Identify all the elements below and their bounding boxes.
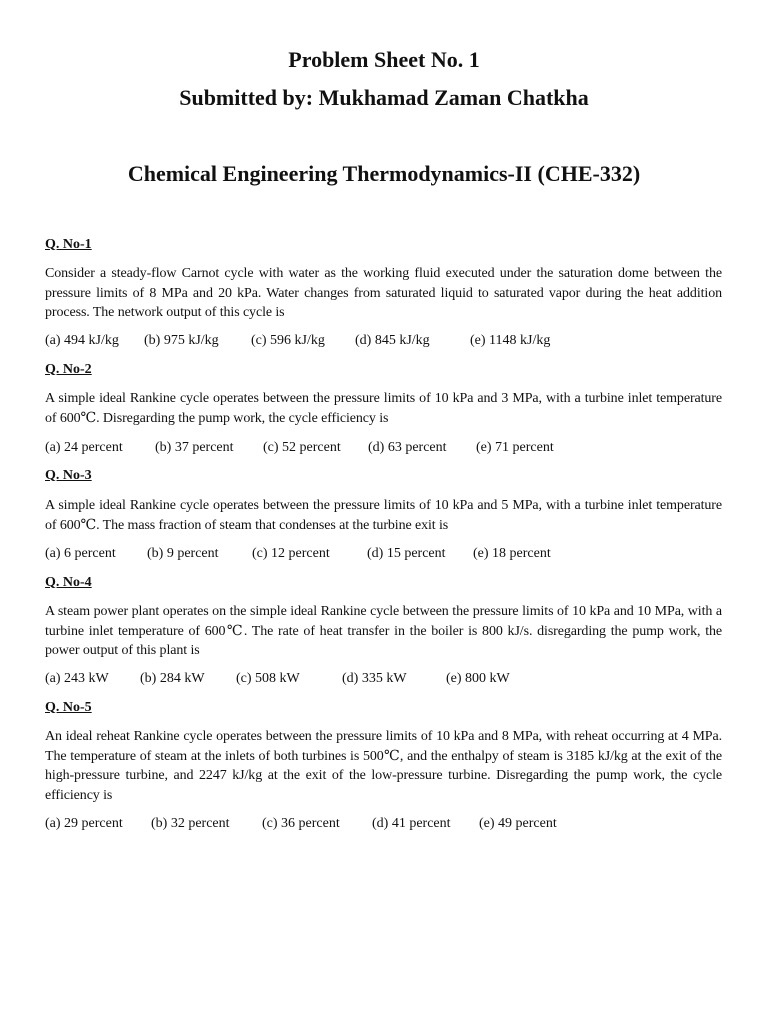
submitted-by: Submitted by: Mukhamad Zaman Chatkha xyxy=(179,85,589,110)
question-1-text: Consider a steady-flow Carnot cycle with water as the working fluid executed under the saturation dome between the pressure limits of 8 MPa and 20 kPa. Water changes from saturated liquid to saturated vapor during the heat addition process. The network output of this cycle is xyxy=(45,266,722,320)
question-5-option-d: (d) 41 percent xyxy=(372,816,451,831)
question-5-option-e: (e) 49 percent xyxy=(479,816,557,831)
question-1-option-a: (a) 494 kJ/kg xyxy=(45,333,119,348)
question-2-option-b: (b) 37 percent xyxy=(155,440,234,455)
question-4-label: Q. No-4 xyxy=(45,575,92,590)
question-4-option-c: (c) 508 kW xyxy=(236,671,300,686)
question-2-text: A simple ideal Rankine cycle operates between the pressure limits of 10 kPa and 3 MPa, with a turbine inlet temperature of 600℃. Disregarding the pump work, the cycle efficiency is xyxy=(45,391,722,426)
question-5-option-b: (b) 32 percent xyxy=(151,816,230,831)
question-2-option-a: (a) 24 percent xyxy=(45,440,123,455)
question-3-option-a: (a) 6 percent xyxy=(45,546,116,561)
question-5-option-c: (c) 36 percent xyxy=(262,816,340,831)
question-2-options xyxy=(45,439,735,457)
question-3-option-b: (b) 9 percent xyxy=(147,546,219,561)
question-5-text: An ideal reheat Rankine cycle operates between the pressure limits of 10 kPa and 8 MPa, with reheat occurring at 4 MPa. The temperature of steam at the inlets of both turbines is 500℃, and the enthalpy of steam is 3185 kJ/kg at the exit of the high-pressure turbine, and 2247 kJ/kg at the exit of the low-pressure turbine. Disregarding the pump work, the cycle efficiency is xyxy=(45,729,722,803)
question-3-option-d: (d) 15 percent xyxy=(367,546,446,561)
question-3-label: Q. No-3 xyxy=(45,468,92,483)
question-1-option-b: (b) 975 kJ/kg xyxy=(144,333,219,348)
question-5-options xyxy=(45,815,735,833)
question-2-option-d: (d) 63 percent xyxy=(368,440,447,455)
question-4-text: A steam power plant operates on the simple ideal Rankine cycle between the pressure limits of 10 kPa and 10 MPa, with a turbine inlet temperature of 600℃. The rate of heat transfer in the boiler is 800 kJ/s. disregarding the pump work, the power output of this plant is xyxy=(45,604,722,658)
question-2-option-e: (e) 71 percent xyxy=(476,440,554,455)
question-2-option-c: (c) 52 percent xyxy=(263,440,341,455)
question-3-options xyxy=(45,545,735,563)
question-3-text: A simple ideal Rankine cycle operates between the pressure limits of 10 kPa and 5 MPa, with a turbine inlet temperature of 600℃. The mass fraction of steam that condenses at the turbine exit is xyxy=(45,498,722,533)
question-1-option-d: (d) 845 kJ/kg xyxy=(355,333,430,348)
question-5-option-a: (a) 29 percent xyxy=(45,816,123,831)
question-4-option-a: (a) 243 kW xyxy=(45,671,109,686)
course-title: Chemical Engineering Thermodynamics-II (CHE-332) xyxy=(127,161,641,186)
question-5-label: Q. No-5 xyxy=(45,700,92,715)
question-1-label: Q. No-1 xyxy=(45,237,92,252)
question-3-option-e: (e) 18 percent xyxy=(473,546,551,561)
question-4-option-d: (d) 335 kW xyxy=(342,671,407,686)
question-3-option-c: (c) 12 percent xyxy=(252,546,330,561)
question-1-option-c: (c) 596 kJ/kg xyxy=(251,333,325,348)
question-1-option-e: (e) 1148 kJ/kg xyxy=(470,333,551,348)
sheet-title: Problem Sheet No. 1 xyxy=(288,47,480,72)
question-4-option-b: (b) 284 kW xyxy=(140,671,205,686)
question-2-label: Q. No-2 xyxy=(45,362,92,377)
question-4-options xyxy=(45,670,735,688)
question-4-option-e: (e) 800 kW xyxy=(446,671,510,686)
question-1-options xyxy=(45,332,735,350)
